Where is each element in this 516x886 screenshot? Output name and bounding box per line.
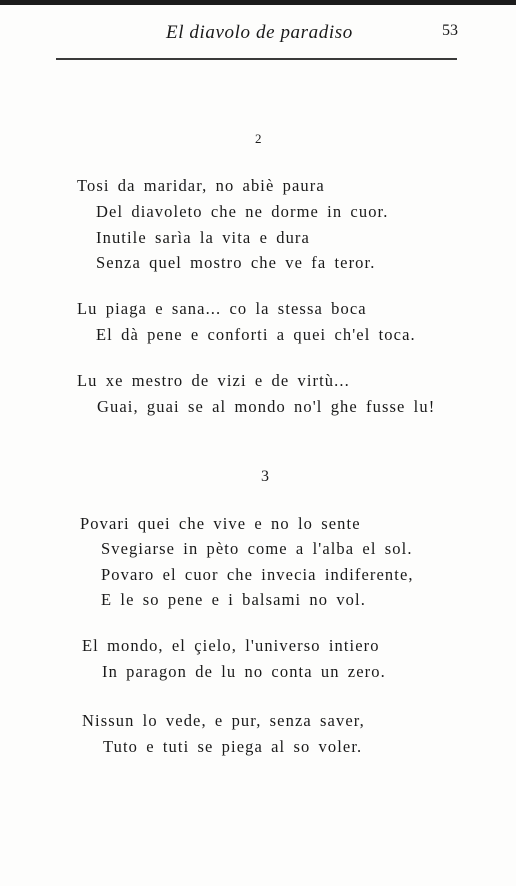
verse-line: Tosi da maridar, no abiè paura: [77, 176, 325, 195]
verse-line: In paragon de lu no conta un zero.: [102, 662, 386, 681]
page-header: [0, 18, 516, 52]
verse-line: Senza quel mostro che ve fa teror.: [96, 253, 376, 272]
header-rule: [56, 58, 457, 60]
page-number: 53: [442, 22, 458, 39]
verse-line: Nissun lo vede, e pur, senza saver,: [82, 711, 365, 730]
verse-line: E le so pene e i balsami no vol.: [101, 590, 366, 609]
verse-line: Inutile sarìa la vita e dura: [96, 228, 310, 247]
section-number: 3: [261, 468, 269, 485]
verse-line: Tuto e tuti se piega al so voler.: [103, 737, 363, 756]
verse-line: Povari quei che vive e no lo sente: [80, 514, 361, 533]
verse-line: Lu xe mestro de vizi e de virtù...: [77, 371, 350, 390]
verse-line: Lu piaga e sana... co la stessa boca: [77, 299, 367, 318]
section-number: 2: [255, 131, 262, 146]
page-top-edge: [0, 0, 516, 5]
verse-line: Del diavoleto che ne dorme in cuor.: [96, 202, 389, 221]
verse-line: El mondo, el çielo, l'universo intiero: [82, 636, 380, 655]
verse-line: El dà pene e conforti a quei ch'el toca.: [96, 325, 416, 344]
verse-line: Svegiarse in pèto come a l'alba el sol.: [101, 539, 413, 558]
verse-line: Guai, guai se al mondo no'l ghe fusse lu!: [97, 397, 436, 416]
verse-line: Povaro el cuor che invecia indiferente,: [101, 565, 414, 584]
running-title: El diavolo de paradiso: [166, 22, 353, 43]
